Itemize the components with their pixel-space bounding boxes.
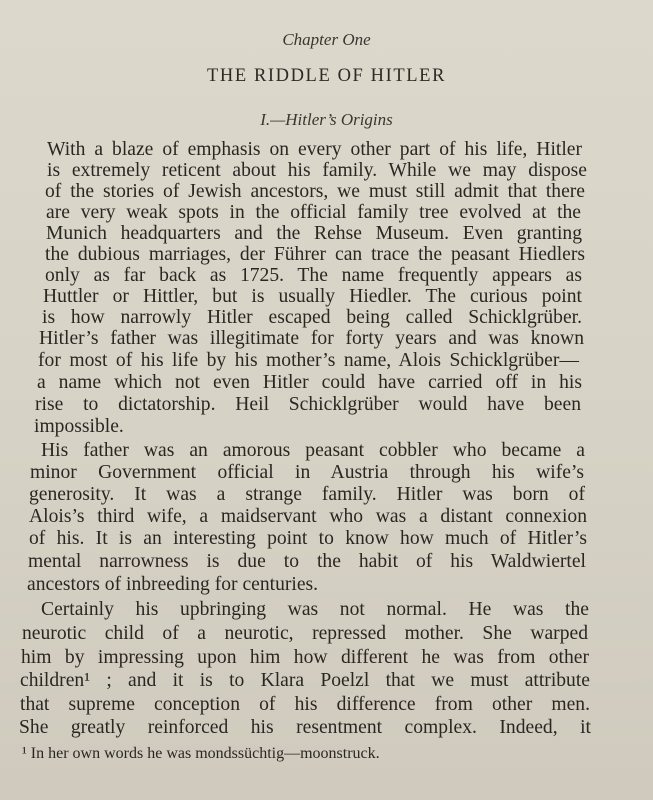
text-line: His father was an amorous peasant cobbler who became a [41,440,585,461]
text-line: Munich headquarters and the Rehse Museum. Even granting [46,223,582,244]
text-line: mental narrowness is due to the habit of his Waldwiertel [28,551,586,572]
chapter-heading: Chapter One [282,30,371,49]
text-line: children¹ ; and it is to Klara Poelzl that we must attribute [20,670,590,691]
text-line: Certainly his upbringing was not normal. He was the [41,599,589,620]
text-line: ancestors of inbreeding for centuries. [27,574,319,595]
text-line: generosity. It was a strange family. Hitler was born of [29,484,585,505]
footnote: ¹ In her own words he was mondssüchtig—moonstruck. [22,745,380,762]
text-line: She greatly reinforced his resentment complex. Indeed, it [19,717,591,738]
text-line: Alois’s third wife, a maidservant who was a distant connexion [29,506,587,527]
text-line: Hitler’s father was illegitimate for forty years and was known [39,328,584,349]
section-heading: I.—Hitler’s Origins [260,110,393,129]
text-line: neurotic child of a neurotic, repressed mother. She warped [22,623,588,644]
text-line: that supreme conception of his difference from other men. [20,694,590,715]
text-line: him by impressing upon him how different he was from other [21,647,589,668]
text-line: only as far back as 1725. The name frequently appears as [45,265,582,286]
text-line: Huttler or Hittler, but is usually Hiedler. The curious point [43,286,582,307]
text-line: With a blaze of emphasis on every other part of his life, Hitler [47,139,582,160]
text-line: of the stories of Jewish ancestors, we must still admit that there [45,181,585,202]
text-line: rise to dictatorship. Heil Schicklgrüber would have been [35,394,581,415]
text-line: the dubious marriages, der Führer can trace the peasant Hiedlers [45,244,585,265]
text-line: for most of his life by his mother’s name, Alois Schicklgrüber— [38,350,579,371]
text-line: of his. It is an interesting point to know how much of Hitler’s [29,528,587,549]
text-line: are very weak spots in the official family tree evolved at the [46,202,581,223]
text-line: minor Government official in Austria through his wife’s [30,462,584,483]
text-line: is how narrowly Hitler escaped being called Schicklgrüber. [42,307,582,328]
text-line: impossible. [34,416,124,437]
text-line: a name which not even Hitler could have carried off in his [37,372,582,393]
chapter-title: THE RIDDLE OF HITLER [206,66,447,86]
text-line: is extremely reticent about his family. While we may dispose [47,160,587,181]
